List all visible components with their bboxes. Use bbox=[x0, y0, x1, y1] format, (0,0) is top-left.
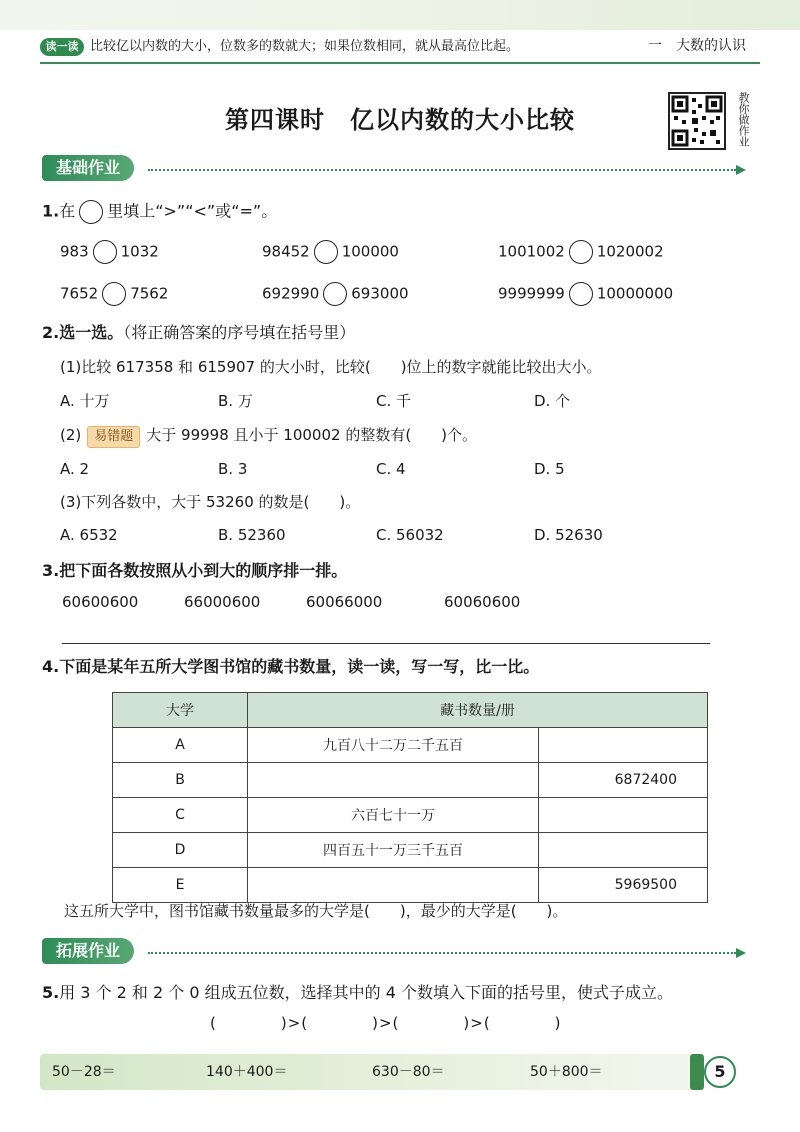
qr-code-icon bbox=[668, 92, 726, 150]
q1-item: 9999999 10000000 bbox=[498, 282, 673, 306]
q1-item: 1001002 1020002 bbox=[498, 240, 664, 264]
number-item: 60060600 bbox=[444, 593, 521, 611]
number-item: 60600600 bbox=[62, 593, 139, 611]
answer-circle[interactable] bbox=[323, 282, 347, 306]
q4-conclusion: 这五所大学中，图书馆藏书数量最多的大学是( )，最少的大学是( )。 bbox=[64, 902, 568, 920]
qr-caption: 教你做作业 bbox=[737, 92, 750, 147]
option[interactable]: C. 千 bbox=[376, 392, 412, 410]
mental-math-item: 50－28＝ bbox=[52, 1064, 116, 1080]
q2-title: 2.选一选。（将正确答案的序号填在括号里） bbox=[42, 323, 356, 342]
table-row: D 四百五十一万三千五百 bbox=[113, 833, 708, 868]
option[interactable]: B. 3 bbox=[218, 460, 248, 478]
answer-circle[interactable] bbox=[569, 240, 593, 264]
q5-title: 5.用 3 个 2 和 2 个 0 组成五位数，选择其中的 4 个数填入下面的括号里，使式子成立。 bbox=[42, 983, 673, 1002]
page-number: 5 bbox=[704, 1056, 736, 1088]
header-band bbox=[0, 0, 800, 30]
error-prone-badge: 易错题 bbox=[87, 426, 140, 448]
q1-title: 1.在 里填上“>”“<”或“=”。 bbox=[42, 200, 277, 224]
section-extend: 拓展作业 bbox=[42, 938, 134, 964]
option[interactable]: C. 56032 bbox=[376, 526, 444, 544]
option[interactable]: D. 个 bbox=[534, 392, 571, 410]
mental-math-item: 630－80＝ bbox=[372, 1064, 445, 1080]
arrow-right-icon bbox=[736, 948, 746, 958]
table-row: E 5969500 bbox=[113, 868, 708, 903]
table-header-row bbox=[113, 693, 708, 728]
section-divider bbox=[148, 169, 736, 171]
header-divider bbox=[40, 62, 760, 64]
q1-item: 7652 7562 bbox=[60, 282, 168, 306]
q2-sub2: (2) 易错题 大于 99998 且小于 100002 的整数有( )个。 bbox=[60, 424, 477, 448]
mental-math-item: 50＋800＝ bbox=[530, 1064, 603, 1080]
lesson-title: 第四课时 亿以内数的大小比较 bbox=[225, 106, 575, 134]
option[interactable]: B. 52360 bbox=[218, 526, 286, 544]
col-university: 大学 bbox=[113, 693, 248, 728]
circle-icon bbox=[79, 200, 103, 224]
q3-title: 3.把下面各数按照从小到大的顺序排一排。 bbox=[42, 561, 348, 580]
unit-title: 一 大数的认识 bbox=[648, 38, 746, 54]
q1-item: 98452 100000 bbox=[262, 240, 399, 264]
q2-sub1: (1)比较 617358 和 615907 的大小时，比较( )位上的数字就能比较出大小。 bbox=[60, 358, 602, 376]
reading-tip: 比较亿以内数的大小，位数多的数就大；如果位数相同，就从最高位比起。 bbox=[90, 39, 520, 54]
q5-expression[interactable]: ( )>( )>( )>( ) bbox=[210, 1014, 562, 1032]
option[interactable]: D. 5 bbox=[534, 460, 565, 478]
section-divider bbox=[148, 952, 736, 954]
library-table bbox=[112, 692, 708, 903]
table-row: A 九百八十二万二千五百 bbox=[113, 728, 708, 763]
answer-line[interactable] bbox=[62, 643, 710, 644]
section-basic: 基础作业 bbox=[42, 155, 134, 181]
arrow-right-icon bbox=[736, 165, 746, 175]
option[interactable]: D. 52630 bbox=[534, 526, 603, 544]
page-tab bbox=[690, 1054, 704, 1090]
col-books: 藏书数量/册 bbox=[248, 693, 708, 728]
option[interactable]: A. 十万 bbox=[60, 392, 110, 410]
q4-title: 4.下面是某年五所大学图书馆的藏书数量，读一读，写一写，比一比。 bbox=[42, 657, 540, 676]
option[interactable]: A. 6532 bbox=[60, 526, 118, 544]
table-row: C 六百七十一万 bbox=[113, 798, 708, 833]
number-item: 60066000 bbox=[306, 593, 383, 611]
q1-item: 692990 693000 bbox=[262, 282, 409, 306]
number-item: 66000600 bbox=[184, 593, 261, 611]
answer-circle[interactable] bbox=[102, 282, 126, 306]
option[interactable]: C. 4 bbox=[376, 460, 406, 478]
q1-item: 983 1032 bbox=[60, 240, 159, 264]
answer-circle[interactable] bbox=[314, 240, 338, 264]
q2-sub3: (3)下列各数中，大于 53260 的数是( )。 bbox=[60, 493, 361, 511]
read-badge: 读一读 bbox=[40, 38, 84, 56]
table-row: B 6872400 bbox=[113, 763, 708, 798]
mental-math-item: 140＋400＝ bbox=[206, 1064, 288, 1080]
option[interactable]: B. 万 bbox=[218, 392, 253, 410]
answer-circle[interactable] bbox=[569, 282, 593, 306]
answer-circle[interactable] bbox=[93, 240, 117, 264]
option[interactable]: A. 2 bbox=[60, 460, 90, 478]
